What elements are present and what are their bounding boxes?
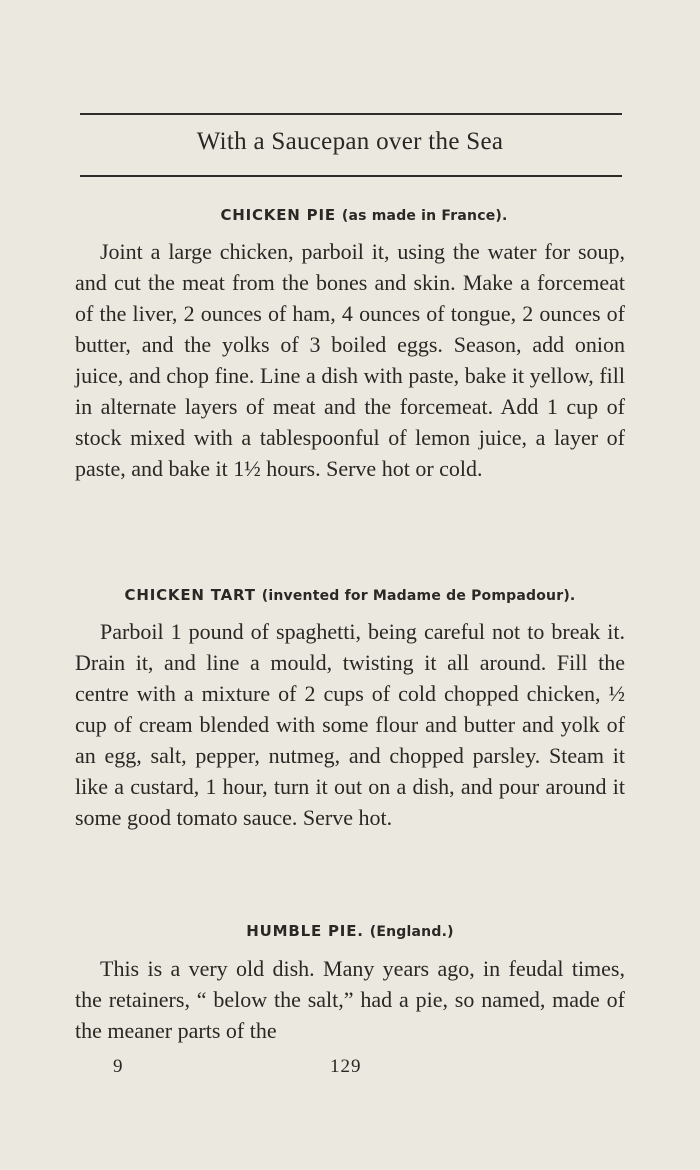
recipe-title-chicken-pie [14,206,700,224]
recipe-title-chicken-tart [0,586,700,604]
header-rule-top [80,113,622,115]
signature-mark: 9 [113,1056,123,1077]
recipe-title-text: CHICKEN PIE [220,206,336,224]
recipe-subtitle: (England.) [369,924,454,940]
recipe-subtitle: (invented for Madame de Pompadour). [261,588,576,604]
header-rule-bottom [80,175,622,177]
recipe-subtitle: (as made in France). [341,208,508,224]
recipe-title-text: HUMBLE PIE. [246,922,364,940]
recipe-text-humble-pie: This is a very old dish. Many years ago, in feudal times, the retainers, “ below the salt,” had a pie, so named, made of the meaner parts of the [75,956,625,1043]
page-number: 129 [330,1056,362,1077]
recipe-title-humble-pie [0,922,700,940]
recipe-text-chicken-pie: Joint a large chicken, parboil it, using the water for soup, and cut the meat from the bones and skin. Make a forcemeat of the liver, 2 ounces of ham, 4 ounces of tongue, 2 ounces of butter, and the yolks of 3 boiled eggs. Season, add onion juice, and chop fine. Line a dish with paste, bake it yellow, fill in alternate layers of meat and the forcemeat. Add 1 cup of stock mixed with a tablespoonful of lemon juice, a layer of paste, and bake it 1½ hours. Serve hot or cold. [75,239,625,481]
recipe-text-chicken-tart: Parboil 1 pound of spaghetti, being careful not to break it. Drain it, and line a mould, twisting it all around. Fill the centre with a mixture of 2 cups of cold chopped chicken, ½ cup of cream blended with some flour and butter and yolk of an egg, salt, pepper, nutmeg, and chopped parsley. Steam it like a custard, 1 hour, turn it out on a dish, and pour around it some good tomato sauce. Serve hot. [75,619,625,830]
running-head: With a Saucepan over the Sea [196,128,504,155]
recipe-title-text: CHICKEN TART [124,586,256,604]
